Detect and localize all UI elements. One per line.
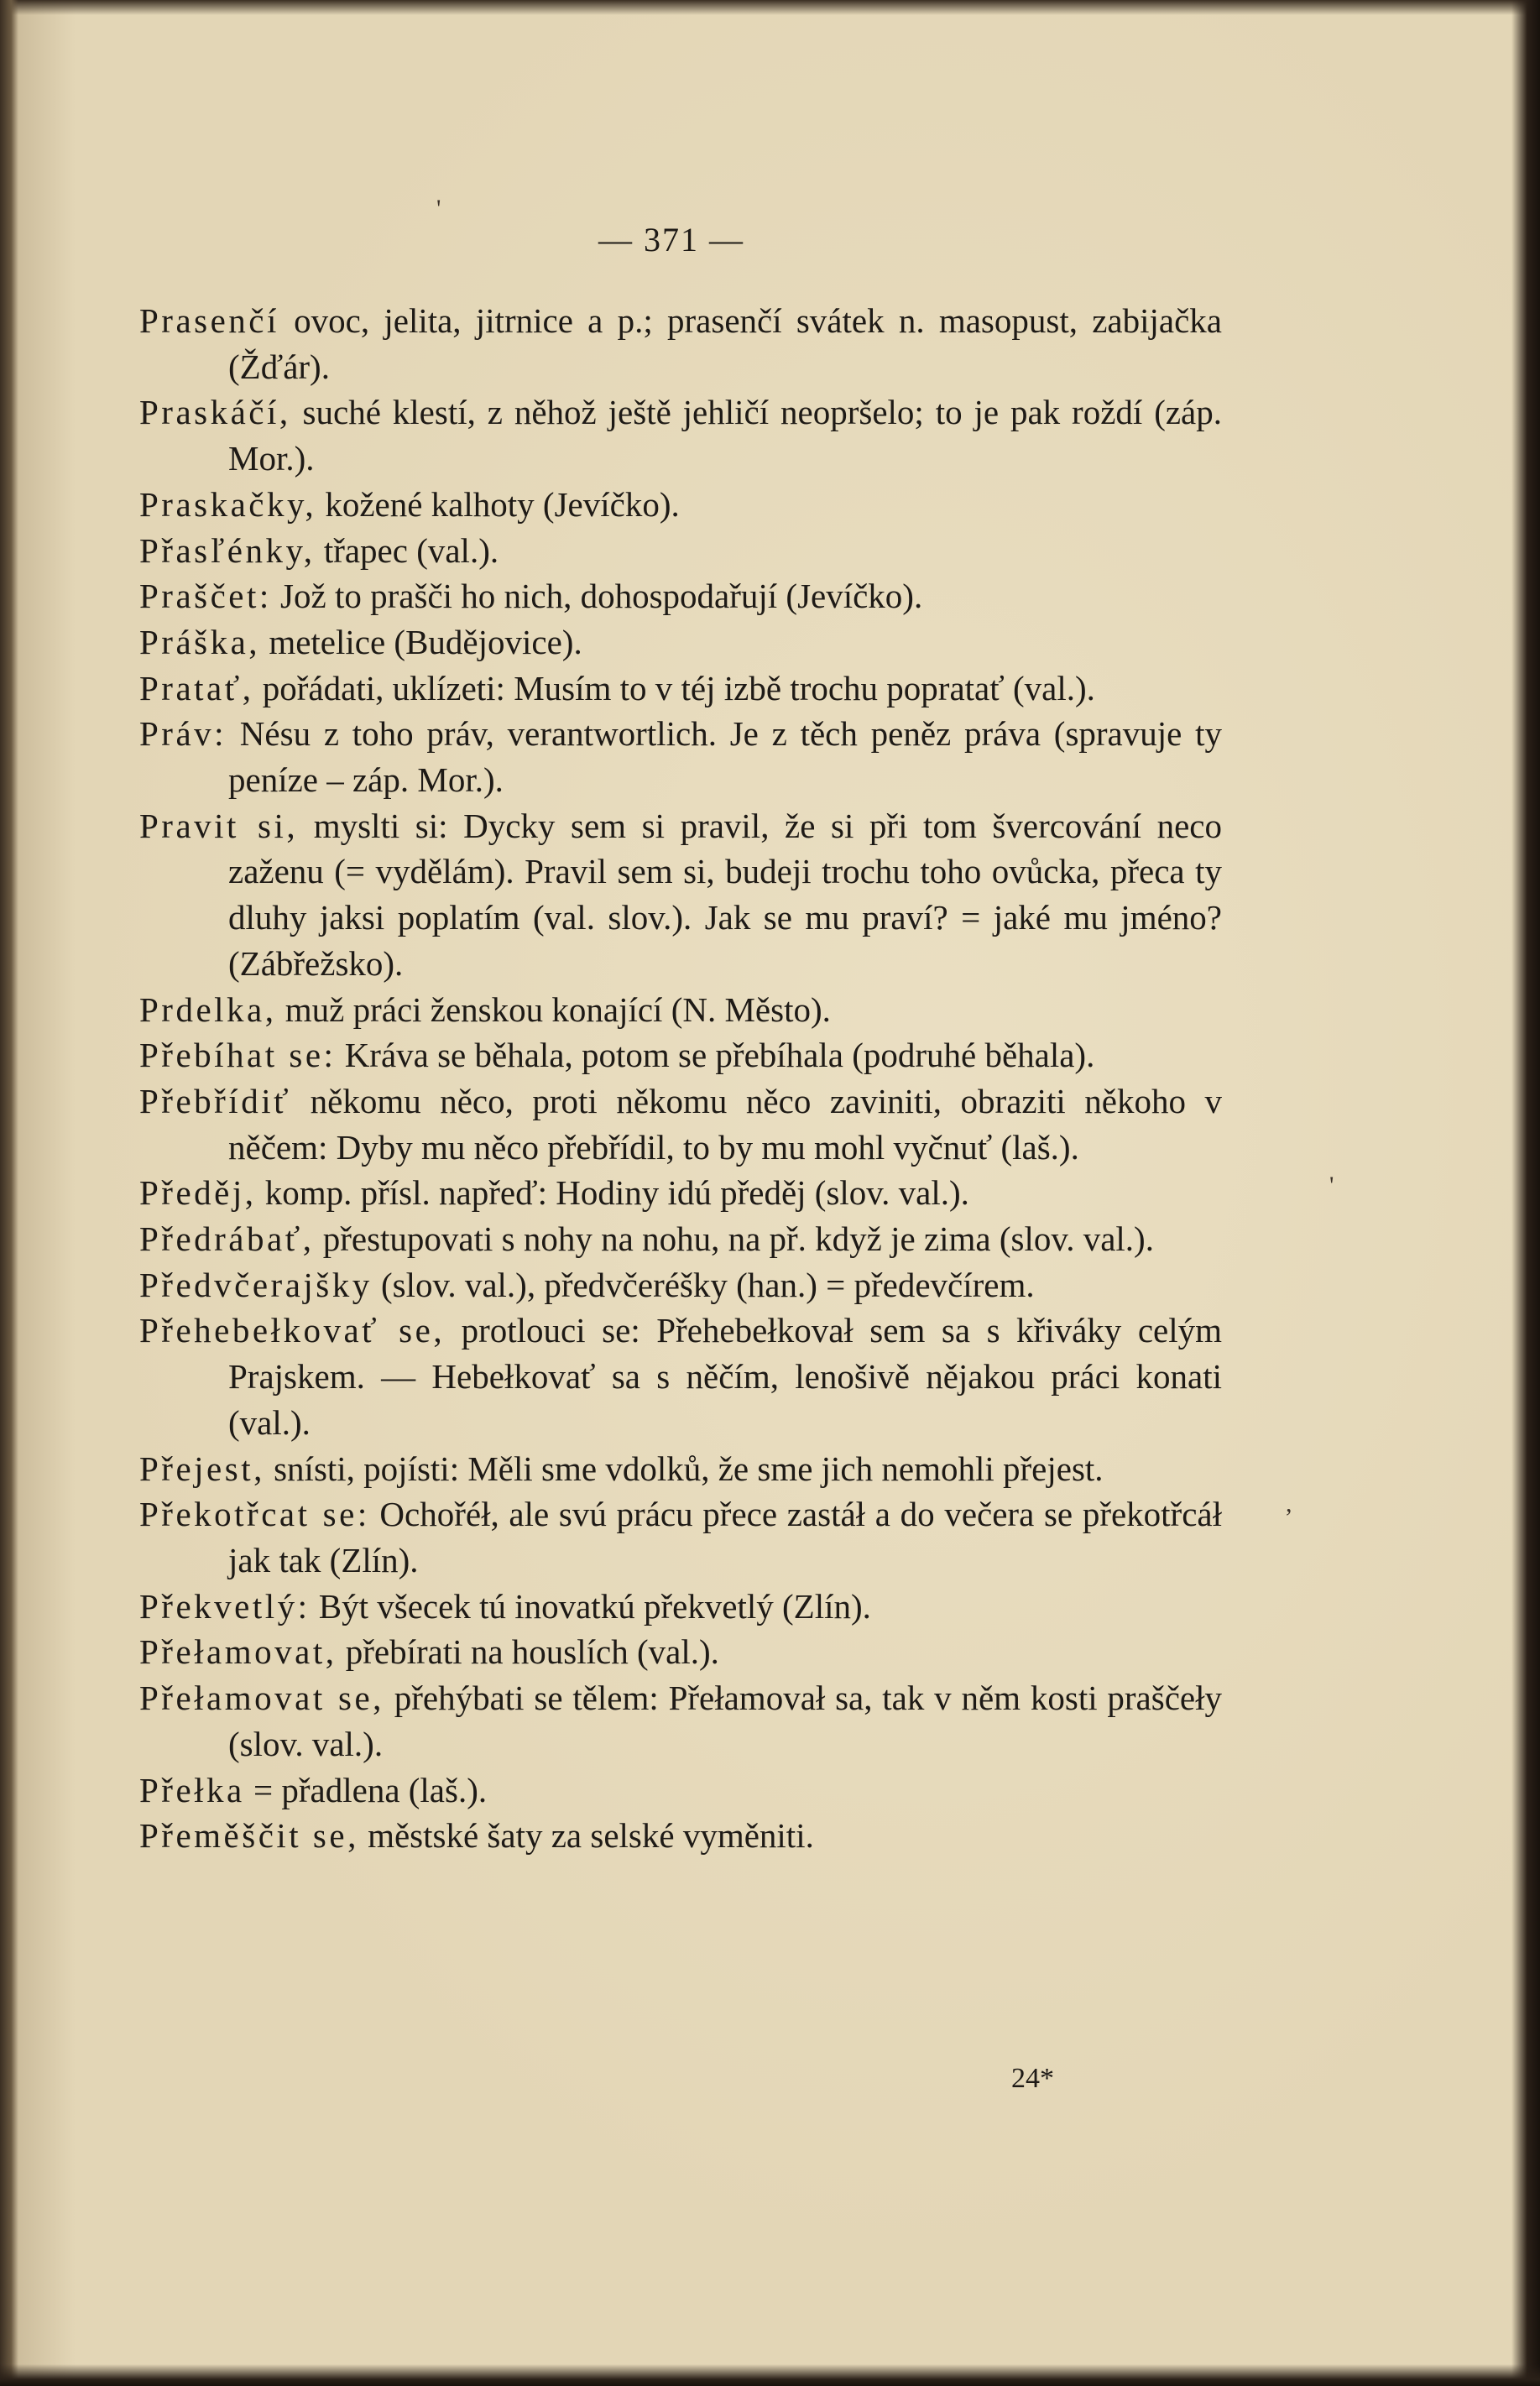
dictionary-entry <box>139 1032 1222 1078</box>
dictionary-entry <box>139 1308 1222 1445</box>
entry-headword: Předěj, <box>139 1173 257 1213</box>
dictionary-entry <box>139 1767 1222 1814</box>
dictionary-entry <box>139 1262 1222 1308</box>
entry-headword: Předrábať, <box>139 1219 315 1259</box>
speck-mark: , <box>1286 1490 1292 1517</box>
page-bottom-shadow <box>0 2364 1540 2386</box>
entry-headword: Přełka <box>139 1770 245 1809</box>
entry-definition: Být všecek tú inovatkú překvetlý (Zlín). <box>310 1586 871 1626</box>
entry-headword: Přejest, <box>139 1449 265 1488</box>
speck-mark: ' <box>1329 1172 1334 1199</box>
entry-definition: Nésu z toho práv, verantwortlich. Je z těch peněz práva (spravuje ty peníze – záp. Mor.). <box>227 714 1222 800</box>
page-right-edge-shadow <box>1511 0 1540 2386</box>
entry-definition: Ochořéł, ale svú prácu přece zastáł a do večera se překotřcáł jak tak (Zlín). <box>228 1495 1222 1579</box>
entry-headword: Přasľénky, <box>139 530 316 570</box>
dictionary-entry <box>139 1170 1222 1216</box>
dictionary-entry <box>139 1446 1222 1492</box>
entry-headword: Praščet: <box>139 577 272 616</box>
entry-definition: muž práci ženskou konající (N. Město). <box>276 989 831 1029</box>
entry-definition: myslti si: Dycky sem si pravil, že si při tom švercování neco zaženu (= vydělám). Pravil sem si, budeji trochu toho ovůcka, přeca ty dluhy jaksi poplatím (val. slov.). Jak se mu praví? = jaké mu jméno? (Zábřežsko). <box>228 806 1222 983</box>
dictionary-entry <box>139 619 1222 666</box>
entry-headword: Přełamovat, <box>139 1632 337 1672</box>
dictionary-entry <box>139 528 1222 574</box>
entry-definition: metelice (Budějovice). <box>260 622 582 661</box>
entry-definition: = přadlena (laš.). <box>244 1770 488 1809</box>
entry-headword: Práv: <box>139 714 227 754</box>
dictionary-entry <box>139 987 1222 1033</box>
page-left-binding-shadow <box>0 0 18 2386</box>
entry-headword: Pravit si, <box>139 806 299 845</box>
entry-definition: komp. přísl. napřeď: Hodiny idú předěj (slov. val.). <box>256 1173 969 1213</box>
entry-definition: Kráva se běhala, potom se přebíhala (podruhé běhala). <box>336 1036 1095 1075</box>
entry-headword: Práška, <box>139 622 261 661</box>
entry-definition: přestupovati s nohy na nohu, na př. když je zima (slov. val.). <box>314 1219 1154 1259</box>
dictionary-entry <box>139 573 1222 619</box>
page-top-shadow <box>0 0 1540 15</box>
entry-definition: přebírati na houslích (val.). <box>337 1632 719 1672</box>
dictionary-entry <box>139 1584 1222 1630</box>
entry-headword: Přebíhat se: <box>139 1036 337 1075</box>
entry-definition: třapec (val.). <box>315 530 499 570</box>
dictionary-entries <box>139 298 1222 1859</box>
entry-headword: Praskačky, <box>139 484 317 524</box>
dictionary-entry <box>139 1216 1222 1262</box>
entry-headword: Pratať, <box>139 668 254 707</box>
page-number: — 371 — <box>598 221 744 258</box>
dictionary-entry <box>139 1078 1222 1170</box>
entry-headword: Přehebełkovať se, <box>139 1311 446 1350</box>
entry-definition: ovoc, jelita, jitrnice a p.; prasenčí svátek n. masopust, zabijačka (Žďár). <box>228 301 1222 386</box>
entry-definition: (slov. val.), předvčeréšky (han.) = předevčírem. <box>372 1265 1035 1304</box>
entry-headword: Přebřídiť <box>139 1081 292 1120</box>
entry-headword: Prdelka, <box>139 989 277 1029</box>
entry-headword: Praskáčí, <box>139 393 291 432</box>
entry-headword: Prasenčí <box>139 301 279 340</box>
entry-headword: Předvčerajšky <box>139 1265 373 1304</box>
entry-definition: někomu něco, proti někomu něco zaviniti, obraziti někoho v něčem: Dyby mu něco přebřídil, to by mu mohl vyčnuť (laš.). <box>228 1081 1222 1167</box>
entry-headword: Překvetlý: <box>139 1586 311 1626</box>
entry-definition: snísti, pojísti: Měli sme vdolků, že sme jich nemohli přejest. <box>264 1449 1104 1488</box>
entry-definition: suché klestí, z něhož ještě jehličí neopršelo; to je pak roždí (záp. Mor.). <box>228 393 1222 478</box>
entry-definition: městské šaty za selské vyměniti. <box>358 1816 814 1856</box>
entry-headword: Přełamovat se, <box>139 1679 384 1718</box>
dictionary-entry <box>139 1629 1222 1675</box>
entry-definition: Jož to prašči ho nich, dohospodařují (Jevíčko). <box>271 577 923 616</box>
printer-signature-mark: 24* <box>1011 2063 1054 2094</box>
dictionary-entry <box>139 666 1222 712</box>
entry-headword: Přeměščit se, <box>139 1816 359 1856</box>
entry-definition: pořádati, uklízeti: Musím to v téj izbě trochu popratať (val.). <box>253 668 1095 707</box>
dictionary-entry <box>139 1813 1222 1859</box>
dictionary-entry <box>139 1491 1222 1583</box>
entry-definition: přehýbati se tělem: Přełamovał sa, tak v něm kosti praščeły (slov. val.). <box>228 1679 1222 1763</box>
entry-headword: Překotřcat se: <box>139 1495 370 1534</box>
dictionary-entry <box>139 298 1222 389</box>
dictionary-entry <box>139 389 1222 481</box>
dictionary-entry <box>139 711 1222 802</box>
entry-definition: protlouci se: Přehebełkovał sem sa s křiváky celým Prajskem. — Hebełkovať sa s něčím, lenošivě nějakou práci konati (val.). <box>228 1311 1223 1442</box>
speck-mark: ' <box>436 195 441 222</box>
dictionary-entry <box>139 1675 1222 1767</box>
dictionary-entry <box>139 482 1222 528</box>
entry-definition: kožené kalhoty (Jevíčko). <box>316 484 680 524</box>
dictionary-entry <box>139 803 1222 987</box>
